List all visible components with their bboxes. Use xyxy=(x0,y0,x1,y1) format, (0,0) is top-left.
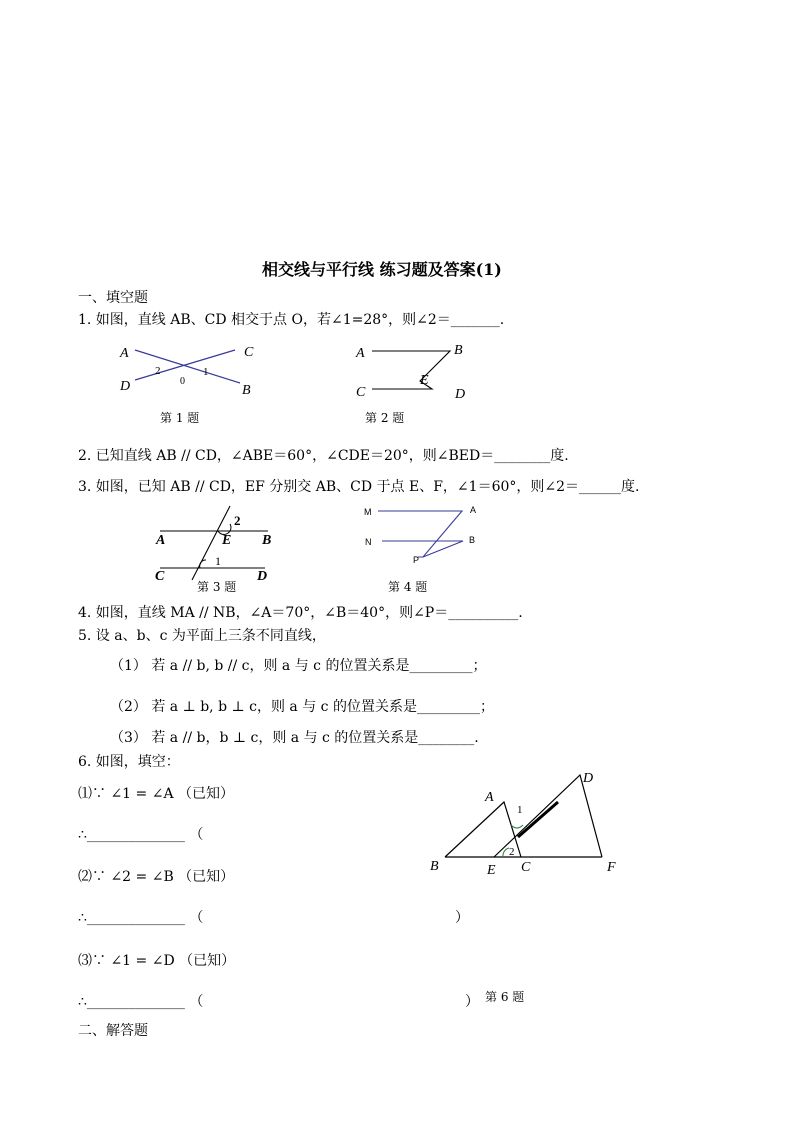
fig6-label-c: C xyxy=(521,860,531,875)
fig3-label-d: D xyxy=(257,569,268,584)
question-2: 2. 已知直线 AB // CD，∠ABE＝60°，∠CDE＝20°，则∠BED＝________度. xyxy=(78,448,569,464)
fig1-label-d: D xyxy=(120,379,131,394)
fig3-label-e: E xyxy=(222,533,232,548)
question-5-part-1: （1） 若 a // b, b // c，则 a 与 c 的位置关系是_________； xyxy=(110,658,487,674)
question-5-part-3: （3） 若 a // b，b ⊥ c，则 a 与 c 的位置关系是________. xyxy=(110,730,479,746)
figure-6 xyxy=(425,765,635,885)
question-6-part-2-close: ） xyxy=(455,910,469,926)
caption-1: 第 1 题 xyxy=(160,411,200,425)
fig6-label-d: D xyxy=(583,771,594,786)
question-6-part-2: ⑵∵ ∠2 = ∠B （已知） xyxy=(78,869,235,885)
fig3-angle-2: 2 xyxy=(234,513,241,528)
question-6-part-3-answer: ∴______________ （ xyxy=(78,994,204,1010)
fig4-label-n: N xyxy=(365,537,372,547)
question-6-part-1: ⑴∵ ∠1 = ∠A （已知） xyxy=(78,786,235,802)
fig4-label-b: B xyxy=(469,535,476,545)
fig6-thick-segment xyxy=(518,802,558,837)
section-fill-in: 一、填空题 xyxy=(78,290,148,306)
fig6-label-f: F xyxy=(607,860,616,875)
fig4-label-a: A xyxy=(470,505,477,515)
caption-3: 第 3 题 xyxy=(197,580,237,594)
section-answer: 二、解答题 xyxy=(78,1023,148,1039)
fig4-label-p: P xyxy=(413,555,420,565)
fig6-label-b: B xyxy=(430,859,439,874)
fig2-label-c: C xyxy=(356,385,366,400)
question-3: 3. 如图，已知 AB // CD，EF 分别交 AB、CD 于点 E、F，∠1＝60°，则∠2＝______度. xyxy=(78,479,640,495)
fig1-label-a: A xyxy=(120,346,129,361)
fig6-label-a: A xyxy=(485,790,494,805)
figure-4 xyxy=(360,500,490,570)
question-4: 4. 如图，直线 MA // NB，∠A＝70°，∠B＝40°，则∠P＝__________. xyxy=(78,605,523,621)
fig1-label-c: C xyxy=(244,345,254,360)
fig3-label-b: B xyxy=(262,533,272,548)
fig2-label-a: A xyxy=(356,346,365,361)
fig3-label-a: A xyxy=(156,533,166,548)
question-1: 1. 如图，直线 AB、CD 相交于点 O，若∠1=28°，则∠2＝_______. xyxy=(78,312,505,328)
caption-4: 第 4 题 xyxy=(388,580,428,594)
fig1-label-o: 0 xyxy=(180,376,185,387)
fig6-arc-1 xyxy=(511,825,523,828)
fig4-label-m: M xyxy=(364,507,372,517)
fig4-line-nb xyxy=(382,541,463,557)
caption-2: 第 2 题 xyxy=(365,411,405,425)
fig1-angle-1: 1 xyxy=(203,366,209,378)
fig6-angle-1: 1 xyxy=(517,804,523,816)
fig3-angle-1: 1 xyxy=(215,554,221,568)
caption-6: 第 6 题 xyxy=(485,990,525,1004)
fig2-label-e: E xyxy=(420,373,429,388)
question-6-part-3-close: ） xyxy=(465,994,479,1010)
fig6-triangle-edf xyxy=(494,775,602,857)
question-6-part-3: ⑶∵ ∠1 = ∠D （已知） xyxy=(78,953,236,969)
fig1-label-b: B xyxy=(242,383,251,398)
page-title: 相交线与平行线 练习题及答案(1) xyxy=(262,260,502,279)
figure-3 xyxy=(150,500,280,590)
question-6-part-1-answer: ∴______________ （ xyxy=(78,827,204,843)
question-6: 6. 如图，填空： xyxy=(78,754,180,770)
question-5: 5. 设 a、b、c 为平面上三条不同直线， xyxy=(78,628,326,644)
fig6-angle-2: 2 xyxy=(509,846,515,858)
fig2-label-b: B xyxy=(454,343,463,358)
fig3-label-c: C xyxy=(155,569,165,584)
question-5-part-2: （2） 若 a ⊥ b, b ⊥ c，则 a 与 c 的位置关系是_________； xyxy=(110,699,494,715)
fig6-label-e: E xyxy=(487,863,496,878)
fig2-label-d: D xyxy=(455,387,466,402)
question-6-part-2-answer: ∴______________ （ xyxy=(78,910,204,926)
figure-1 xyxy=(115,340,265,400)
fig1-line-ab xyxy=(135,350,240,383)
fig1-angle-2: 2 xyxy=(155,365,161,377)
fig4-line-ma xyxy=(378,511,462,557)
figure-2 xyxy=(350,340,480,400)
fig2-path xyxy=(372,351,450,389)
